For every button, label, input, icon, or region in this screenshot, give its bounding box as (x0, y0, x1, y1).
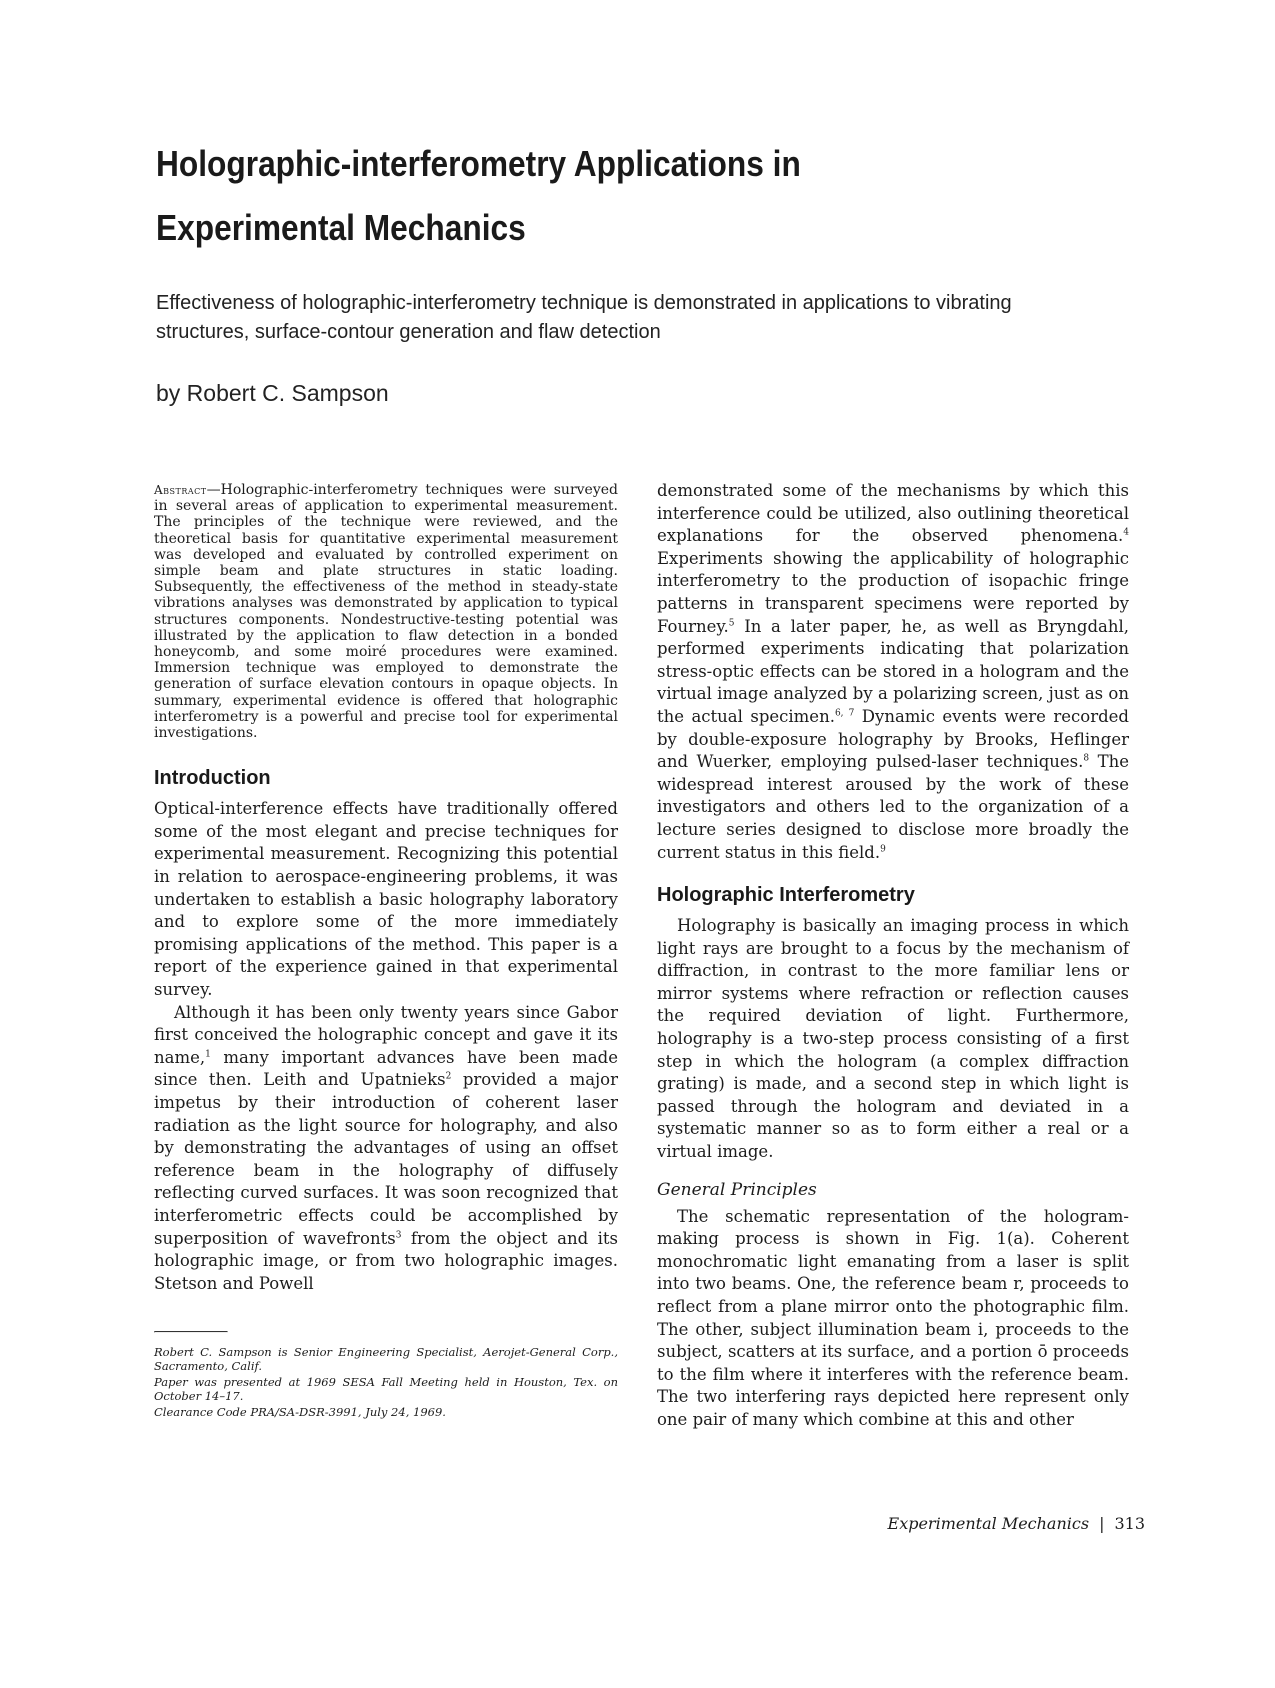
left-column (154, 482, 618, 1421)
citation-5: 5 (728, 618, 735, 629)
title-line-1: Holographic-interferometry Applications in (156, 143, 801, 184)
intro-paragraph-1: Optical-interference effects have traditionally offered some of the most elegant and precise techniques for experimental measurement. Recognizing this potential in relation to aerospace-engineering problems, it was undertaken to establish a basic holography laboratory and to explore some of the more immediately promising applications of the method. This paper is a report of the experience gained in that experimental survey. (154, 799, 618, 999)
intro-paragraph-2: Although it has been only twenty years since Gabor first conceived the holographic concept and gave it its name,$^1$ many important advances have been made since then. Leith and Upatnieks$^2$ provided a major impetus by their introduction of coherent laser radiation as the light source for holography, and also by demonstrating the advantages of using an offset reference beam in the holography of diffusely reflecting curved surfaces. It was soon recognized that interferometric effects could be accomplished by superposition of wavefronts$^3$ from the object and its holographic image, or from two holographic images. Stetson and Powell (154, 1002, 618, 1293)
general-principles-paragraph: The schematic representation of the hologram-making process is shown in Fig. 1(a). Coherent monochromatic light emanating from a laser is split into two beams. One, the reference beam r, proceeds to reflect from a plane mirror onto the photographic film. The other, subject illumination beam i, proceeds to the subject, scatters at its surface, and a portion ō proceeds to the film where it interferes with the reference beam. The two interfering rays depicted here represent only one pair of many which combine at this and other (657, 1206, 1129, 1429)
footer-separator: | (1099, 1514, 1105, 1533)
footnote-clearance: Clearance Code PRA/SA-DSR-3991, July 24, 1969. (154, 1405, 446, 1420)
holographic-interferometry-heading: Holographic Interferometry (657, 884, 915, 907)
intro-paragraph-3: demonstrated some of the mechanisms by which this interference could be utilized, also outlining theoretical explanations for the observed phenomena.$^4$ Experiments showing the applicability of holographic interferometry to the production of isopachic fringe patterns in transparent specimens were reported by Fourney.$^5$ In a later paper, he, as well as Bryngdahl, performed experiments indicating that polarization stress-optic effects can be stored in a hologram and the virtual image analyzed by a polarizing screen, just as on the actual specimen.$^{6, 7}$ Dynamic events were recorded by double-exposure holography by Brooks, Heflinger and Wuerker, employing pulsed-laser techniques.$^8$ The widespread interest aroused by the work of these investigators and others led to the organization of a lecture series designed to disclose more broadly the current status in this field.$^9$ (657, 481, 1129, 862)
footnote-block (154, 1331, 618, 1419)
citation-6-7: 6, 7 (834, 708, 855, 719)
citation-4: 4 (1123, 527, 1129, 538)
article-subtitle: Effectiveness of holographic-interferometry technique is demonstrated in applications to vibrating structures, surface-contour generation and flaw detection (156, 292, 1012, 343)
page-number: 313 (1114, 1514, 1145, 1533)
right-column (657, 480, 1129, 1432)
abstract (154, 482, 618, 741)
abstract-text: —Holographic-interferometry techniques were surveyed in several areas of application to experimental measurement. The principles of the technique were reviewed, and the theoretical basis for quantitative experimental measurement was developed and evaluated by controlled experiment on simple beam and plate structures in static loading. Subsequently, the effectiveness of the method in steady-state vibrations analyses was demonstrated by application to typical structures components. Nondestructive-testing potential was illustrated by the application to flaw detection in a bonded honeycomb, and some moiré procedures were examined. Immersion technique was employed to demonstrate the generation of surface elevation contours in opaque objects. In summary, experimental evidence is offered that holographic interferometry is a powerful and precise tool for experimental investigations. (154, 482, 618, 742)
author-byline: by Robert C. Sampson (156, 380, 389, 406)
title-line-2: Experimental Mechanics (156, 207, 526, 248)
article-title (156, 132, 948, 260)
citation-2: 2 (445, 1071, 452, 1082)
holography-paragraph: Holography is basically an imaging process in which light rays are brought to a focus by the mechanism of diffraction, in contrast to the more familiar lens or mirror systems where refraction or reflection causes the required deviation of light. Furthermore, holography is a two-step process consisting of a first step in which the hologram (a complex diffraction grating) is made, and a second step in which light is passed through the hologram and deviated in a systematic manner so as to form either a real or a virtual image. (657, 916, 1129, 1162)
citation-3: 3 (395, 1230, 402, 1241)
footnote-presentation: Paper was presented at 1969 SESA Fall Meeting held in Houston, Tex. on October 14–17. (154, 1375, 618, 1404)
citation-8: 8 (1083, 753, 1090, 764)
citation-9: 9 (880, 844, 886, 854)
page-footer (888, 1514, 1145, 1533)
citation-1: 1 (205, 1049, 211, 1060)
abstract-label: Abstract (154, 483, 207, 497)
footnote-author: Robert C. Sampson is Senior Engineering Specialist, Aerojet-General Corp., Sacramento, Calif. (154, 1345, 618, 1374)
footnote-divider (154, 1331, 228, 1333)
footer-journal-name: Experimental Mechanics (887, 1514, 1090, 1533)
introduction-heading: Introduction (154, 767, 271, 790)
general-principles-heading: General Principles (657, 1179, 817, 1200)
